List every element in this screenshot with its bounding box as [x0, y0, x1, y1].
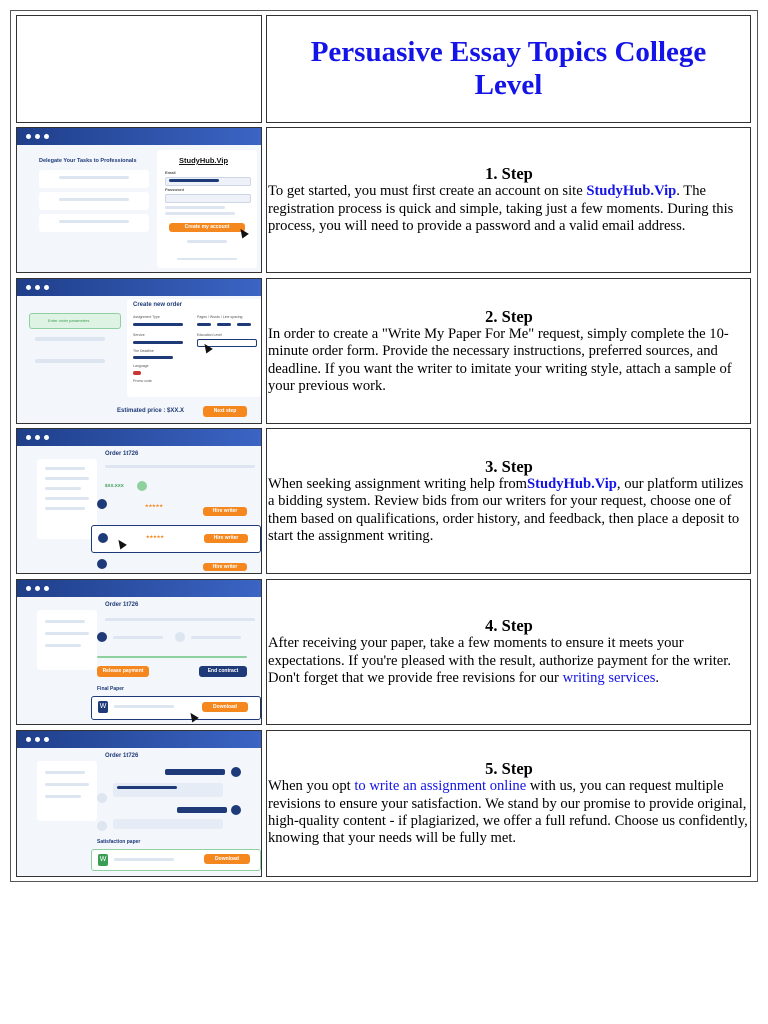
shot-next-step-button: Next step	[203, 406, 247, 417]
step3-text-pre: When seeking assignment writing help from	[268, 475, 527, 492]
shot-heading: Delegate Your Tasks to Professionals	[39, 158, 137, 164]
step4-text-post: .	[655, 670, 660, 687]
shot-download-button: Download	[202, 702, 248, 712]
shot-type-label: Assignment Type	[133, 315, 160, 319]
step4-text-pre: After receiving your paper, take a few moments to ensure it meets your expectations. If you're pleased with the result, authorize payment for the writer. Don't forget that we provide free revisions for our	[268, 635, 731, 687]
word-doc-icon: W	[98, 701, 108, 713]
step1-text-pre: To get started, you must first create an account on site	[268, 183, 587, 200]
step2-cell	[266, 278, 751, 424]
step1-text	[268, 183, 750, 235]
shot-sidebar-item: Enter order parameters	[48, 318, 90, 323]
shot-logo: StudyHub.Vip	[179, 156, 229, 165]
step1-cell	[266, 127, 751, 273]
shot-rating-selected: ★★★★★	[146, 534, 164, 539]
header-empty-cell	[16, 15, 262, 123]
shot-price: $XX.XXX	[105, 483, 124, 488]
step1-screenshot	[16, 127, 262, 273]
step5-write-assignment-link[interactable]: to write an assignment online	[354, 778, 527, 795]
shot-rating: ★★★★★	[145, 503, 163, 508]
shot-hire-writer-button-third: Hire writer	[203, 563, 247, 571]
browser-bar	[17, 580, 261, 597]
shot-order-title: Order 1t726	[105, 602, 139, 608]
browser-bar	[17, 279, 261, 296]
step5-text-pre: When you opt	[268, 778, 355, 795]
shot-final-paper-label: Final Paper	[97, 686, 124, 692]
shot-price: Estimated price : $XX.X	[117, 408, 185, 414]
shot-deadline-label: The Deadline	[133, 349, 154, 353]
step1-text-post: . The registration process is quick and simple, taking just a few moments. During this process, you will need to provide a password and a valid email address.	[268, 183, 734, 235]
shot-download-button: Download	[204, 854, 250, 864]
browser-bar	[17, 429, 261, 446]
step3-text-post: , our platform utilizes a bidding system. Review bids from our writers for your request, choose one of them based on qualifications, order history, and feedback, then place a deposit to start the assignment writing.	[268, 475, 744, 544]
shot-heading: Create new order	[133, 302, 183, 308]
step2-heading: 2. Step	[485, 306, 533, 326]
shot-end-contract-button: End contract	[199, 666, 247, 677]
step4-heading: 4. Step	[485, 616, 533, 636]
step4-writing-services-link[interactable]: writing services	[562, 670, 656, 687]
shot-service-label: Service	[133, 333, 145, 337]
step3-cell	[266, 428, 751, 574]
step5-text	[268, 778, 750, 848]
shot-release-payment-button: Release payment	[97, 666, 149, 677]
doc-icon: W	[98, 854, 108, 866]
step3-screenshot	[16, 428, 262, 574]
shot-create-account-button: Create my account	[169, 223, 245, 232]
browser-bar	[17, 731, 261, 748]
step5-cell	[266, 730, 751, 877]
shot-password-label: Password	[165, 187, 184, 192]
shot-email-label: Email	[165, 170, 176, 175]
step3-brand-link[interactable]: StudyHub.Vip	[526, 475, 617, 492]
browser-bar	[17, 128, 261, 145]
shot-promo-label: Promo code	[133, 379, 152, 383]
step4-text	[268, 635, 750, 687]
title-cell	[266, 15, 751, 123]
shot-order-title: Order 1t726	[105, 451, 139, 457]
step1-heading: 1. Step	[485, 164, 533, 184]
step3-text	[268, 476, 750, 546]
shot-pages-label: Pages / Words / Line spacing	[197, 315, 243, 319]
shot-order-title: Order 1t726	[105, 753, 139, 759]
step2-text: In order to create a "Write My Paper For Me" request, simply complete the 10-minute order form. Provide the necessary instructions, preferred sources, and deadline. If you want the writer to imitate your writing style, attach a sample of your previous work.	[268, 325, 732, 394]
step5-text-post: with us, you can request multiple revisions to ensure your satisfaction. We stand by our promise to provide original, high-quality content - if plagiarized, we offer a full refund. Choose us confidently, knowing that your needs will be fully met.	[268, 778, 748, 847]
step2-screenshot	[16, 278, 262, 424]
step5-screenshot	[16, 730, 262, 877]
shot-level-label: Education Level	[197, 333, 222, 337]
step5-heading: 5. Step	[485, 759, 533, 779]
step4-cell	[266, 579, 751, 725]
shot-satisfaction-label: Satisfaction paper	[97, 839, 141, 845]
step1-brand-link[interactable]: StudyHub.Vip	[586, 183, 677, 200]
step3-heading: 3. Step	[485, 456, 533, 476]
shot-hire-writer-button-selected: Hire writer	[204, 534, 248, 543]
step4-screenshot	[16, 579, 262, 725]
shot-language-label: Language	[133, 364, 149, 368]
shot-hire-writer-button: Hire writer	[203, 507, 247, 516]
page-title: Persuasive Essay Topics College Level	[310, 36, 707, 101]
